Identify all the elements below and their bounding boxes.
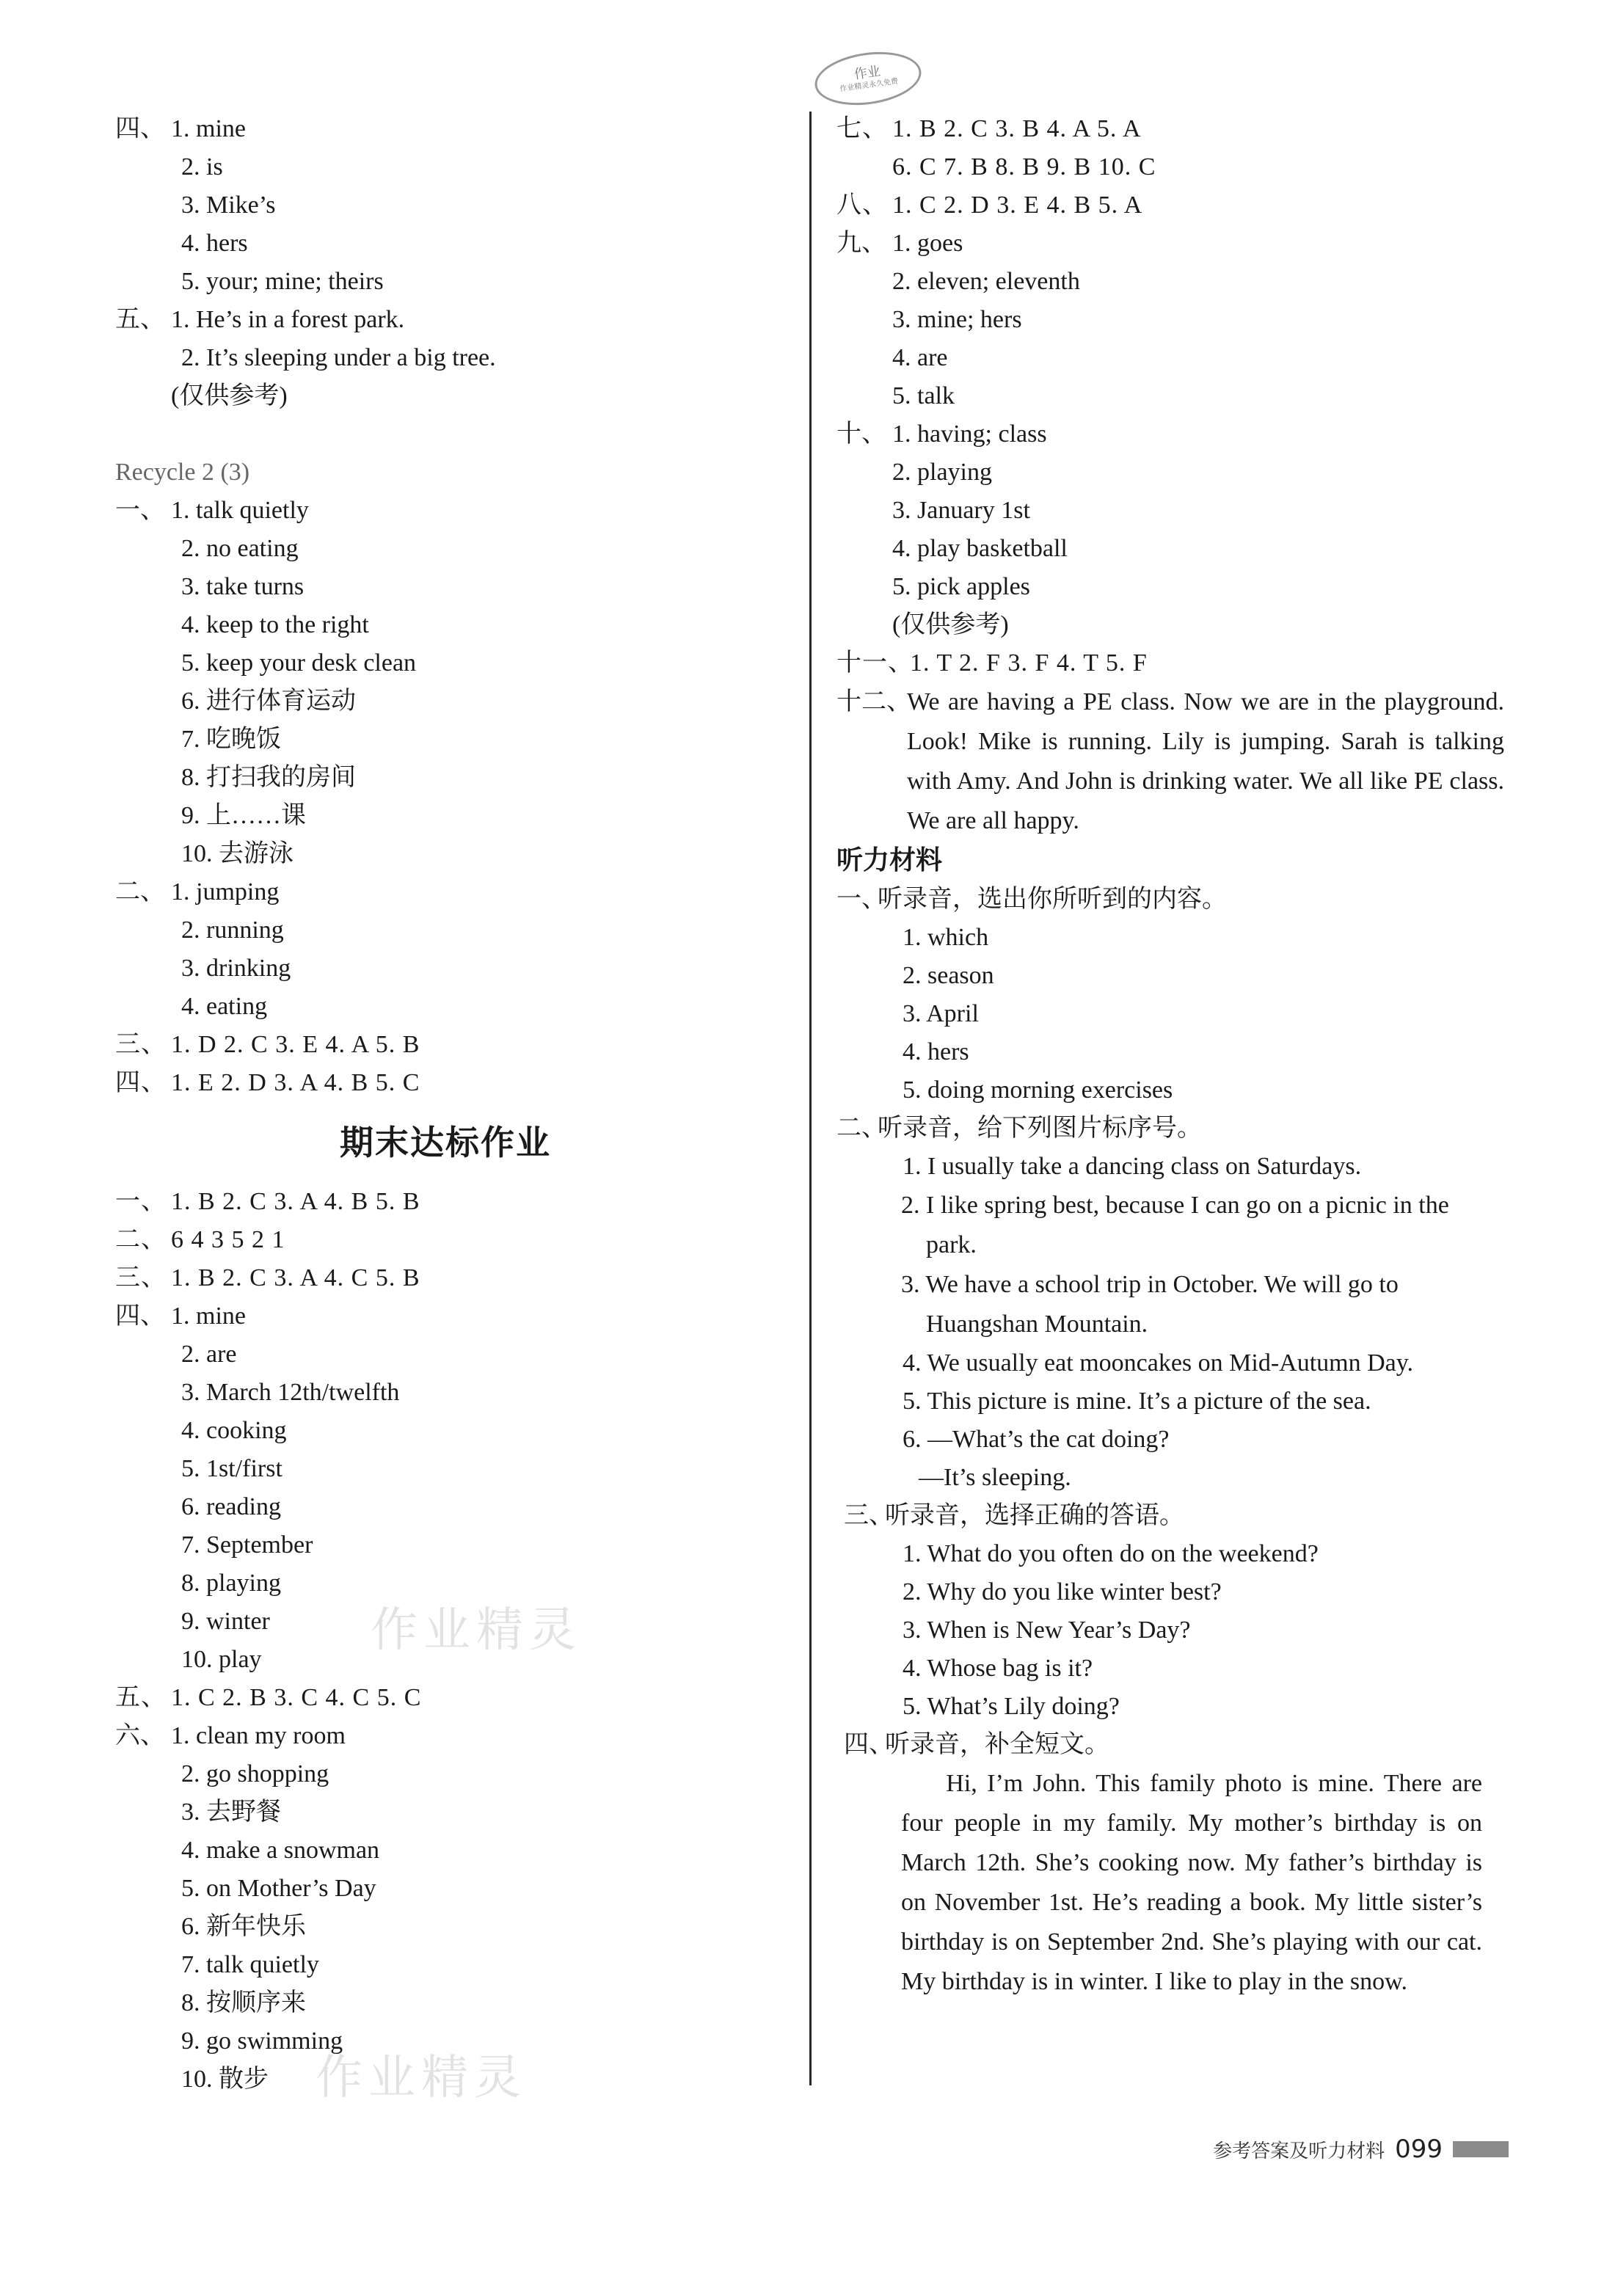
- final-section-2: [115, 1221, 776, 1259]
- answer-row: 1. E 2. D 3. A 4. B 5. C: [171, 1069, 420, 1096]
- section-number: 十二、: [836, 688, 911, 715]
- answer-item: 4. make a snowman: [181, 1837, 380, 1864]
- answer-item: 6. 新年快乐: [181, 1913, 306, 1940]
- answer-item: 5. talk: [892, 382, 955, 409]
- listening-section-1: [836, 881, 1504, 1109]
- answer-item: 2. Why do you like winter best?: [903, 1578, 1222, 1606]
- section-9: [836, 225, 1504, 415]
- answer-item: 1. talk quietly: [171, 497, 309, 524]
- section-12: [836, 682, 1504, 841]
- footer-bar: [1453, 2141, 1509, 2157]
- answer-item: 3. 去野餐: [181, 1798, 281, 1826]
- answer-item: 5. 1st/first: [181, 1455, 282, 1482]
- answer-row: 1. B 2. C 3. A 4. B 5. B: [171, 1188, 420, 1215]
- note: (仅供参考): [892, 611, 1009, 638]
- answer-item: 7. September: [181, 1531, 313, 1559]
- final-section-6: [115, 1717, 776, 2099]
- answer-item: 6. reading: [181, 1493, 281, 1520]
- answer-item: 9. 上……课: [181, 802, 306, 829]
- answer-item: 1. goes: [892, 230, 963, 257]
- section-number: 七、: [836, 115, 888, 142]
- recycle-section-4: [115, 1064, 776, 1102]
- left-column: [115, 110, 776, 2099]
- answer-item: 6. 进行体育运动: [181, 688, 356, 715]
- section-5: [115, 301, 776, 415]
- answer-item: 3. March 12th/twelfth: [181, 1379, 400, 1406]
- section-instruction: 听录音，给下列图片标序号。: [878, 1115, 1202, 1142]
- column-divider: [809, 112, 812, 2085]
- answer-item: 2. It’s sleeping under a big tree.: [181, 344, 496, 371]
- section-11: [836, 644, 1504, 682]
- section-number: 四、: [115, 1302, 165, 1330]
- section-number: 一、: [115, 497, 165, 524]
- section-7: [836, 110, 1504, 186]
- answer-item: 3. April: [903, 1000, 979, 1027]
- answer-row: 1. T 2. F 3. F 4. T 5. F: [910, 649, 1148, 677]
- answer-item: 3. We have a school trip in October. We will go to Huangshan Mountain.: [901, 1271, 1399, 1338]
- section-instruction: 听录音，选出你所听到的内容。: [878, 886, 1227, 913]
- answer-item: 9. go swimming: [181, 2027, 343, 2055]
- section-instruction: 听录音，补全短文。: [885, 1731, 1109, 1758]
- answer-item: 4. are: [892, 344, 948, 371]
- section-number: 五、: [115, 1684, 167, 1711]
- recycle-section-3: [115, 1026, 776, 1064]
- section-number: 三、: [115, 1031, 167, 1058]
- section-number: 八、: [836, 192, 888, 219]
- stamp-text: 作业: [853, 63, 882, 83]
- answer-row: 1. B 2. C 3. A 4. C 5. B: [171, 1264, 420, 1291]
- section-number: 一、: [115, 1188, 167, 1215]
- answer-item: 2. no eating: [181, 535, 299, 562]
- answer-item: 1. mine: [171, 1302, 246, 1330]
- final-heading: 期末达标作业: [340, 1123, 551, 1162]
- final-section-1: [115, 1183, 776, 1221]
- section-number: 十一、: [836, 649, 914, 677]
- answer-item: 5. on Mother’s Day: [181, 1875, 376, 1902]
- answer-item: 7. 吃晚饭: [181, 726, 281, 753]
- answer-item: 2. season: [903, 962, 994, 989]
- answer-item: 4. We usually eat mooncakes on Mid-Autumn Day.: [903, 1349, 1414, 1377]
- answer-row: 1. C 2. B 3. C 4. C 5. C: [171, 1684, 422, 1711]
- answer-item: 4. Whose bag is it?: [903, 1655, 1093, 1682]
- answer-item: 4. eating: [181, 993, 268, 1020]
- answer-item: —It’s sleeping.: [919, 1464, 1071, 1491]
- answer-row: 1. D 2. C 3. E 4. A 5. B: [171, 1031, 420, 1058]
- right-column: [836, 110, 1504, 2002]
- final-section-3: [115, 1259, 776, 1297]
- answer-item: 3. take turns: [181, 573, 305, 600]
- answer-item: 1. which: [903, 924, 989, 951]
- answer-item: 3. When is New Year’s Day?: [903, 1617, 1191, 1644]
- answer-item: 10. play: [181, 1646, 262, 1673]
- answer-item: 5. doing morning exercises: [903, 1076, 1173, 1104]
- footer-label: 参考答案及听力材料: [1213, 2140, 1385, 2162]
- paragraph: Hi, I’m John. This family photo is mine. There are four people in my family. My mother’s birthday is on March 12th. She’s cooking now. My father’s birthday is on November 1st. He’s reading a book. My little sister’s birthday is on September 2nd. She’s playing with our cat. My birthday is in winter. I like to play in the snow.: [901, 1770, 1482, 1995]
- answer-item: 4. hers: [181, 230, 248, 257]
- answer-item: 2. playing: [892, 459, 992, 486]
- answer-item: 8. playing: [181, 1570, 281, 1597]
- answer-item: 6. —What’s the cat doing?: [903, 1426, 1170, 1453]
- answer-item: 2. are: [181, 1341, 237, 1368]
- section-number: 二、: [836, 1115, 886, 1142]
- answer-item: 1. having; class: [892, 420, 1047, 448]
- answer-item: 4. cooking: [181, 1417, 287, 1444]
- final-section-4: [115, 1297, 776, 1679]
- listening-section-3: [836, 1497, 1504, 1726]
- page-number: 099: [1395, 2135, 1443, 2164]
- page-footer: [1213, 2131, 1509, 2168]
- answer-item: 2. running: [181, 916, 284, 944]
- answer-row: 6. C 7. B 8. B 9. B 10. C: [892, 153, 1156, 181]
- answer-item: 4. play basketball: [892, 535, 1068, 562]
- answer-item: 2. eleven; eleventh: [892, 268, 1080, 295]
- note: (仅供参考): [171, 382, 288, 409]
- section-number: 三、: [844, 1502, 894, 1529]
- answer-item: 3. January 1st: [892, 497, 1030, 524]
- answer-row: 1. B 2. C 3. B 4. A 5. A: [892, 115, 1142, 142]
- section-number: 三、: [115, 1264, 167, 1291]
- section-number: 一、: [836, 886, 886, 913]
- answer-item: 2. I like spring best, because I can go on a picnic in the park.: [901, 1192, 1449, 1258]
- answer-item: 5. This picture is mine. It’s a picture of the sea.: [903, 1388, 1371, 1415]
- listening-section-2: [836, 1109, 1504, 1497]
- answer-item: 1. mine: [171, 115, 246, 142]
- recycle-section-2: [115, 873, 776, 1026]
- answer-item: 3. mine; hers: [892, 306, 1022, 333]
- final-section-5: [115, 1679, 776, 1717]
- answer-item: 7. talk quietly: [181, 1951, 319, 1978]
- section-number: 四、: [844, 1731, 894, 1758]
- answer-item: 5. pick apples: [892, 573, 1030, 600]
- section-number: 六、: [115, 1722, 165, 1749]
- listening-section-4: [836, 1726, 1504, 2002]
- answer-item: 5. your; mine; theirs: [181, 268, 384, 295]
- section-number: 五、: [115, 306, 165, 333]
- answer-item: 3. drinking: [181, 955, 291, 982]
- answer-item: 3. Mike’s: [181, 192, 276, 219]
- section-10: [836, 415, 1504, 644]
- section-number: 四、: [115, 115, 165, 142]
- answer-item: 4. keep to the right: [181, 611, 369, 638]
- answer-item: 10. 散步: [181, 2066, 269, 2093]
- section-8: [836, 186, 1504, 225]
- stamp-logo: [812, 45, 925, 112]
- answer-item: 1. What do you often do on the weekend?: [903, 1540, 1319, 1567]
- answer-item: 5. keep your desk clean: [181, 649, 417, 677]
- answer-item: 2. go shopping: [181, 1760, 329, 1787]
- answer-item: 1. I usually take a dancing class on Saturdays.: [903, 1153, 1362, 1180]
- watermark: 作业精灵: [371, 1603, 582, 1658]
- stamp-subtext: 作业精灵永久免费: [839, 77, 899, 94]
- answer-item: 5. What’s Lily doing?: [903, 1693, 1120, 1720]
- watermark: 作业精灵: [316, 2051, 527, 2105]
- recycle-section-1: [115, 492, 776, 873]
- section-title: Recycle 2 (3): [115, 459, 250, 486]
- section-number: 九、: [836, 230, 886, 257]
- section-number: 十、: [836, 420, 886, 448]
- answer-item: 8. 打扫我的房间: [181, 764, 356, 791]
- section-number: 四、: [115, 1069, 167, 1096]
- answer-item: 8. 按顺序来: [181, 1989, 306, 2016]
- section-4: [115, 110, 776, 301]
- section-number: 二、: [115, 878, 165, 905]
- answer-item: 10. 去游泳: [181, 840, 294, 867]
- answer-item: 4. hers: [903, 1038, 969, 1065]
- answer-item: 2. is: [181, 153, 223, 181]
- answer-item: 1. jumping: [171, 878, 280, 905]
- section-number: 二、: [115, 1226, 167, 1253]
- section-instruction: 听录音，选择正确的答语。: [885, 1502, 1184, 1529]
- answer-row: 1. C 2. D 3. E 4. B 5. A: [892, 192, 1143, 219]
- paragraph: We are having a PE class. Now we are in the playground. Look! Mike is running. Lily is jumping. Sarah is talking with Amy. And John is drinking water. We all like PE class. We are all happy.: [907, 688, 1504, 834]
- answer-item: 1. He’s in a forest park.: [171, 306, 405, 333]
- answer-item: 1. clean my room: [171, 1722, 346, 1749]
- answer-row: 6 4 3 5 2 1: [171, 1226, 285, 1253]
- answer-item: 9. winter: [181, 1608, 270, 1635]
- listening-heading: 听力材料: [836, 845, 943, 875]
